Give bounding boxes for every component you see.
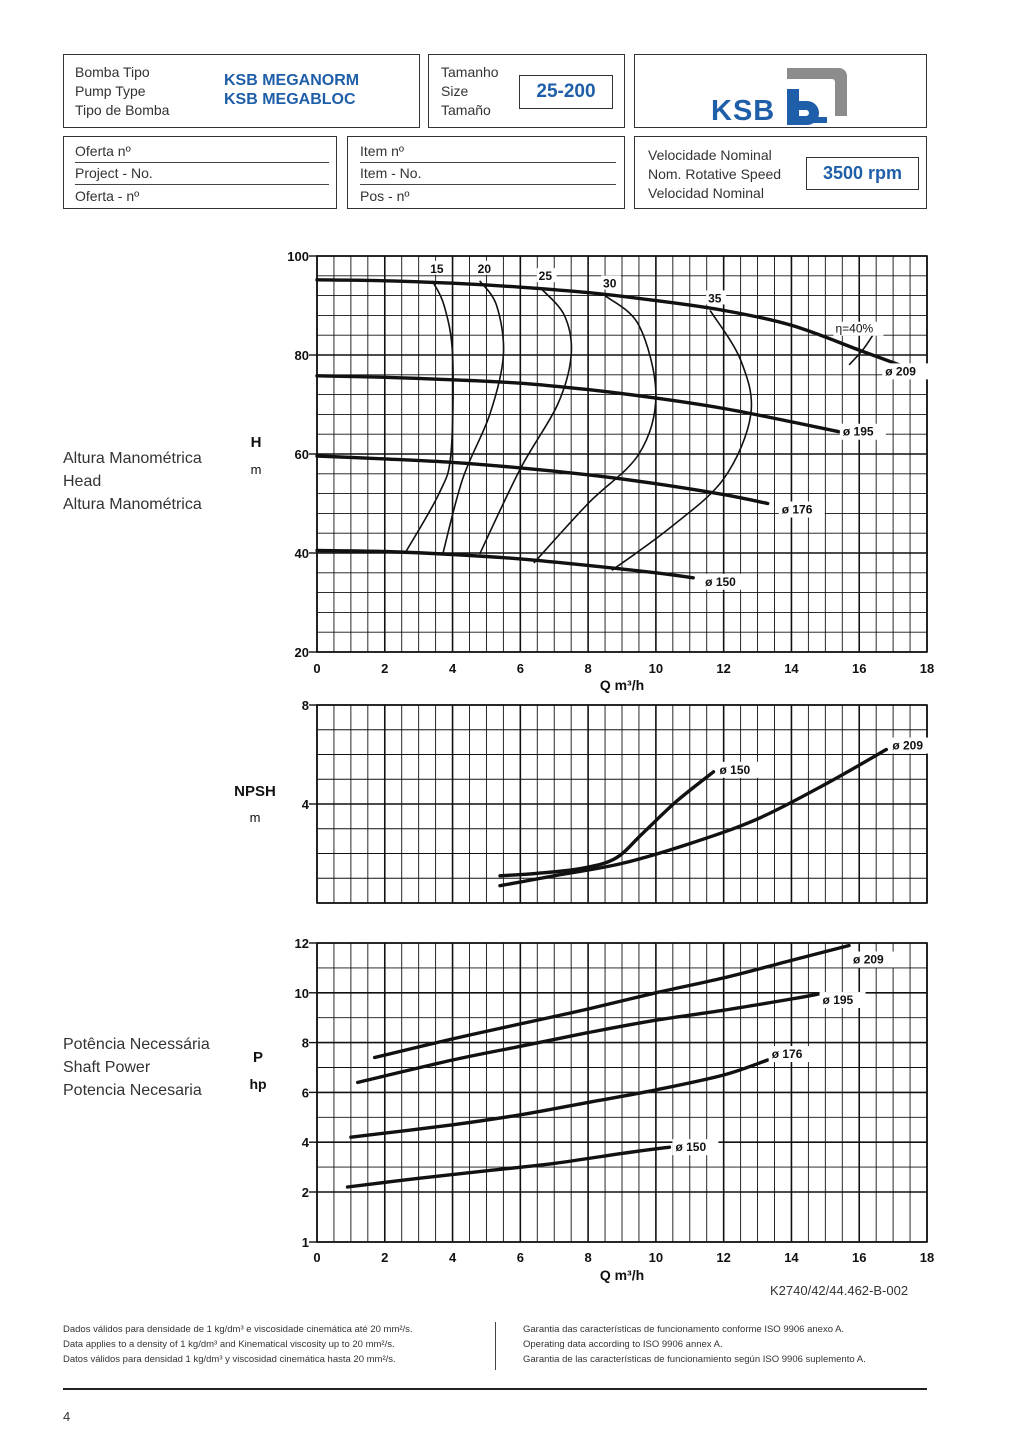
size-label-pt: Tamanho <box>441 64 499 80</box>
size-value: 25-200 <box>519 75 613 109</box>
ksb-logo-text: KSB <box>711 95 776 127</box>
footnote-right-es: Garantia de las características de funcionamiento según ISO 9906 suplemento A. <box>523 1354 866 1365</box>
power-xtick-label: 18 <box>919 1250 935 1265</box>
head-ytick-label: 40 <box>294 546 309 561</box>
power-xtick-label: 10 <box>648 1250 664 1265</box>
power-ylabel: P <box>252 1049 264 1066</box>
power-xtick-label: 8 <box>584 1250 592 1265</box>
power-label-es: Potencia Necesaria <box>63 1082 202 1099</box>
head-series-label: ø 209 <box>885 364 916 379</box>
head-label-es: Altura Manométrica <box>63 496 202 513</box>
footnotes-right <box>523 1322 866 1367</box>
npsh-ytick-label: 8 <box>301 698 309 713</box>
item-field-3: Pos - nº <box>360 188 410 204</box>
efficiency-label: 25 <box>538 269 553 284</box>
power-xtick-label: 2 <box>381 1250 389 1265</box>
head-xtick-label: 2 <box>381 661 389 676</box>
power-xtick-label: 6 <box>516 1250 524 1265</box>
head-series-label: ø 176 <box>781 502 813 517</box>
page-number: 4 <box>63 1409 71 1424</box>
power-ytick-label: 4 <box>301 1135 309 1151</box>
head-ytick-label: 80 <box>294 348 309 363</box>
footnote-left-pt: Dados válidos para densidade de 1 kg/dm³ e viscosidade cinemática até 20 mm²/s. <box>63 1324 413 1335</box>
document-code: K2740/42/44.462-B-002 <box>770 1283 909 1298</box>
eta-label: η=40% <box>835 321 874 336</box>
speed-label-en: Nom. Rotative Speed <box>648 166 782 182</box>
power-series-label: ø 150 <box>675 1140 707 1155</box>
efficiency-label: 15 <box>430 261 444 276</box>
power-series-label: ø 209 <box>853 952 884 967</box>
power-label-pt: Potência Necessária <box>63 1036 210 1053</box>
head-series-label: ø 195 <box>842 424 874 439</box>
size-label-es: Tamaño <box>441 102 491 118</box>
power-yunit: hp <box>249 1076 267 1092</box>
efficiency-label: 20 <box>477 261 492 276</box>
head-xtick-label: 14 <box>784 661 799 676</box>
head-xtick-label: 12 <box>716 661 731 676</box>
efficiency-label: 35 <box>708 291 722 306</box>
pump-name-megabloc: KSB MEGABLOC <box>224 91 356 108</box>
item-field-1: Item nº <box>360 143 616 163</box>
head-xtick-label: 6 <box>516 661 524 676</box>
offer-field-2: Project - No. <box>75 165 329 185</box>
footnote-left-en: Data applies to a density of 1 kg/dm³ and Kinematical viscosity up to 20 mm²/s. <box>63 1339 395 1350</box>
pump-type-label-en: Pump Type <box>75 83 146 99</box>
footnote-left-es: Datos válidos para densidad 1 kg/dm³ y viscosidad cinemática hasta 20 mm²/s. <box>63 1354 396 1365</box>
head-xtick-label: 0 <box>313 661 321 676</box>
offer-field-3: Oferta - nº <box>75 188 140 204</box>
npsh-yunit: m <box>249 810 261 825</box>
npsh-series-label: ø 209 <box>892 738 924 753</box>
npsh-ylabel: NPSH <box>234 783 276 800</box>
power-ytick-label: 8 <box>301 1035 309 1051</box>
item-field-2: Item - No. <box>360 165 616 185</box>
footnote-divider <box>495 1322 496 1370</box>
power-series-label: ø 176 <box>771 1047 803 1062</box>
footnote-right-en: Operating data according to ISO 9906 annex A. <box>523 1339 723 1350</box>
head-series-label: ø 150 <box>705 574 736 589</box>
head-xtick-label: 16 <box>851 661 867 676</box>
efficiency-label: 30 <box>603 276 617 291</box>
head-ylabel: H <box>250 434 262 451</box>
npsh-series-label: ø 150 <box>719 762 751 777</box>
head-xtick-label: 4 <box>448 661 457 676</box>
head-xtick-label: 18 <box>919 661 935 676</box>
power-xlabel: Q m³/h <box>599 1267 645 1283</box>
head-ytick-label: 20 <box>294 645 309 660</box>
power-xtick-label: 16 <box>851 1250 867 1265</box>
head-label-en: Head <box>63 473 102 490</box>
pump-type-label-pt: Bomba Tipo <box>75 64 150 80</box>
footer-rule <box>63 1388 927 1390</box>
speed-value: 3500 rpm <box>806 157 919 190</box>
head-yunit: m <box>250 462 262 477</box>
footnotes-left <box>63 1322 413 1367</box>
speed-label-es: Velocidad Nominal <box>648 185 764 201</box>
power-xtick-label: 14 <box>784 1250 799 1265</box>
footnote-right-pt: Garantia das características de funcionamento conforme ISO 9906 anexo A. <box>523 1324 845 1335</box>
pump-name-meganorm: KSB MEGANORM <box>224 72 360 89</box>
offer-field-1: Oferta nº <box>75 143 329 163</box>
npsh-ytick-label: 4 <box>301 797 309 812</box>
power-xtick-label: 12 <box>716 1250 731 1265</box>
power-label-en: Shaft Power <box>63 1059 151 1076</box>
power-ytick-label: 2 <box>301 1185 309 1200</box>
head-xtick-label: 8 <box>584 661 592 676</box>
speed-label-pt: Velocidade Nominal <box>648 147 772 163</box>
size-label-en: Size <box>441 83 469 99</box>
power-series-label: ø 195 <box>822 993 854 1008</box>
power-xtick-label: 0 <box>313 1250 321 1265</box>
head-ytick-label: 60 <box>294 447 309 462</box>
head-xlabel: Q m³/h <box>599 677 645 693</box>
power-ytick-label: 1 <box>301 1235 309 1250</box>
power-xtick-label: 4 <box>448 1250 457 1265</box>
pump-type-label-es: Tipo de Bomba <box>75 102 170 118</box>
power-ytick-label: 12 <box>294 936 309 951</box>
head-xtick-label: 10 <box>648 661 664 676</box>
head-ytick-label: 100 <box>287 249 309 264</box>
head-label-pt: Altura Manométrica <box>63 450 202 467</box>
power-ytick-label: 10 <box>294 985 309 1001</box>
power-ytick-label: 6 <box>301 1085 309 1101</box>
